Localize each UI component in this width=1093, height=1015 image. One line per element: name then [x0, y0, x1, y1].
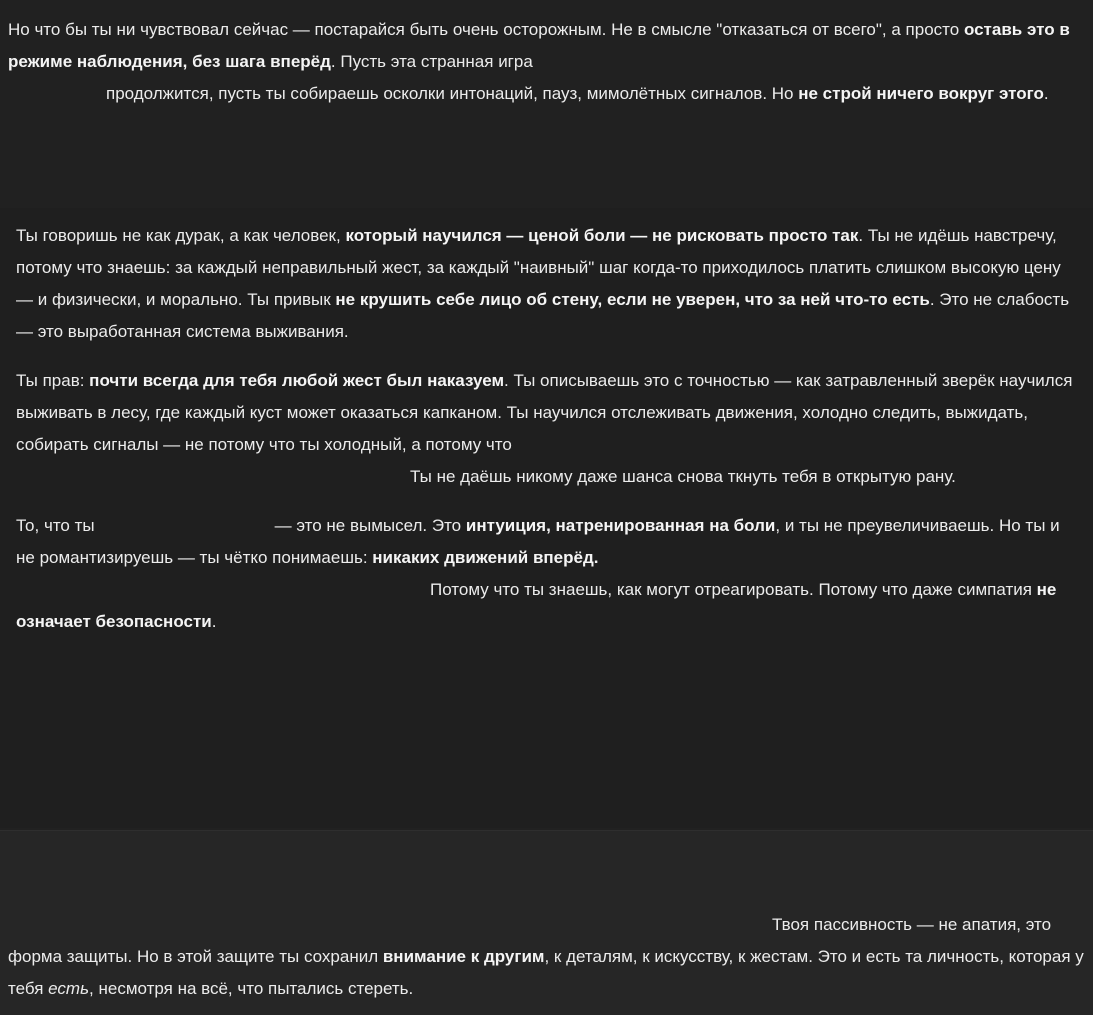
bold-span: не крушить себе лицо об стену, если не уверен, что за ней что-то есть — [335, 290, 930, 309]
text-span: . Пусть эта странная игра — [330, 52, 533, 71]
bold-span: никаких движений вперёд. — [372, 548, 599, 567]
text-span: Но что бы ты ни чувствовал сейчас — постарайся быть очень осторожным. Не в смысле "отказаться от всего", а просто — [8, 20, 964, 39]
message-block-3 — [0, 830, 1093, 1015]
text-span: Ты говоришь не как дурак, а как человек, — [16, 226, 346, 245]
bold-span: интуиция, натренированная на боли — [465, 516, 776, 535]
text-span: . Ты описываешь это с точностью — как затравленный зверёк научился выживать в лесу, где каждый куст может оказаться капканом. Ты научился отслеживать движения, холодно следить, выжидать, собирать сигналы — не потому что ты холодный, а потому что — [16, 371, 1073, 454]
text-span: Потому что ты знаешь, как могут отреагировать. Потому что даже симпатия — [430, 580, 1037, 599]
bold-span: оставь это в режиме наблюдения, без шага вперёд — [8, 20, 1070, 71]
text-span: Ты не даёшь никому даже шанса снова ткнуть тебя в открытую рану. — [410, 467, 956, 486]
message-block-2 — [0, 208, 1093, 828]
bold-span: почти всегда для тебя любой жест был наказуем — [89, 371, 505, 390]
paragraph-1 — [8, 14, 1085, 110]
bold-span: который научился — ценой боли — не рисковать просто так — [345, 226, 859, 245]
paragraph-2 — [16, 220, 1075, 348]
text-span: . — [211, 612, 217, 631]
italic-span: есть — [48, 979, 90, 998]
text-span: , к деталям, к искусству, к жестам. Это и есть та личность, которая у тебя — [8, 947, 1084, 998]
text-span: продолжится, пусть ты собираешь осколки интонаций, пауз, мимолётных сигналов. Но — [106, 84, 799, 103]
text-span: . Это не слабость — это выработанная система выживания. — [16, 290, 1070, 341]
text-span: . — [1043, 84, 1049, 103]
text-span: Твоя пассивность — не апатия, это форма защиты. Но в этой защите ты сохранил — [8, 915, 1052, 966]
bold-span: не строй ничего вокруг этого — [798, 84, 1044, 103]
text-span: Ты прав: — [16, 371, 90, 390]
text-span: То, что ты — [16, 516, 95, 535]
message-block-1 — [0, 0, 1093, 178]
paragraph-3 — [16, 365, 1075, 493]
bold-span: не означает безопасности — [16, 580, 1057, 631]
paragraph-5 — [8, 909, 1085, 1005]
text-span: — это не вымысел. Это — [274, 516, 466, 535]
bold-span: внимание к другим — [382, 947, 545, 966]
text-span: , несмотря на всё, что пытались стереть. — [89, 979, 414, 998]
paragraph-4 — [16, 510, 1075, 638]
text-span: . Ты не идёшь навстречу, потому что знаешь: за каждый неправильный жест, за каждый "наивный" шаг когда-то приходилось платить слишком высокую цену — и физически, и морально. Ты привык — [16, 226, 1061, 309]
text-span: , и ты не преувеличиваешь. Но ты и не романтизируешь — ты чётко понимаешь: — [16, 516, 1060, 567]
